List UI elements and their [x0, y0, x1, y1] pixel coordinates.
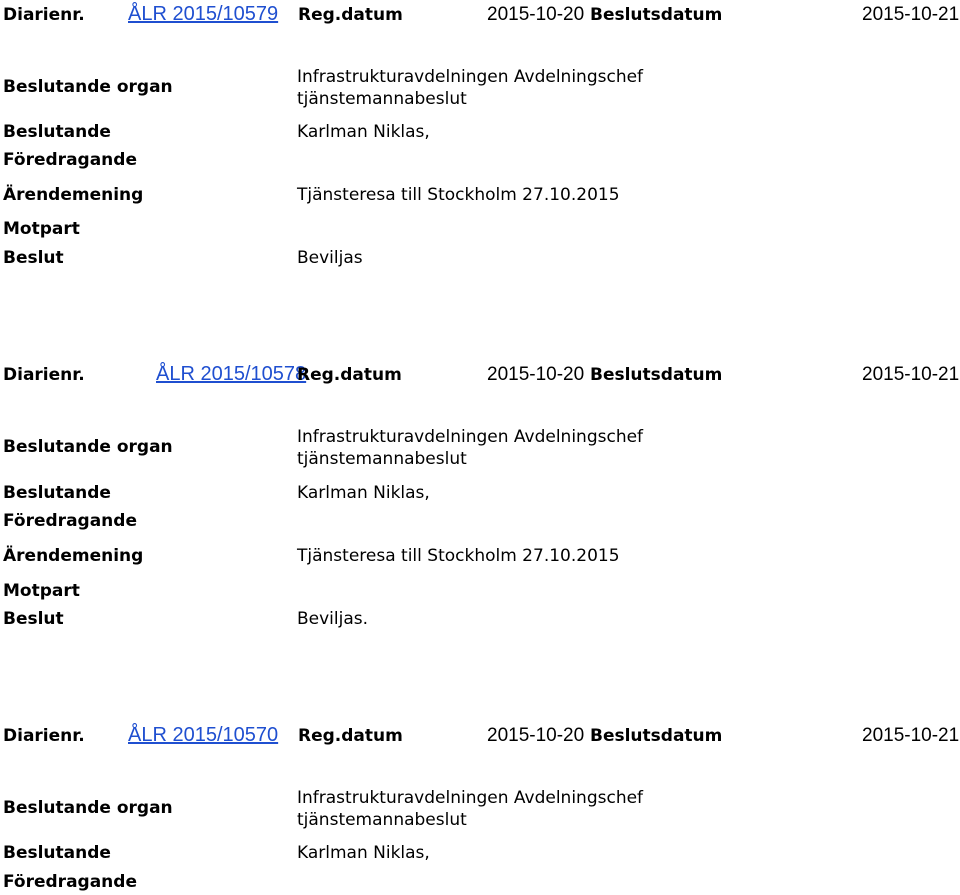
organ-line1: Infrastrukturavdelningen Avdelningschef — [297, 788, 644, 808]
beslutsdatum-value: 2015-10-21 — [862, 364, 960, 385]
regdatum-label: Reg.datum — [298, 5, 403, 25]
motpart-label: Motpart — [3, 219, 80, 239]
diarienr-link[interactable]: ÅLR 2015/10578 — [156, 363, 307, 385]
organ-line1: Infrastrukturavdelningen Avdelningschef — [297, 427, 644, 447]
regdatum-value: 2015-10-20 — [487, 4, 585, 25]
organ-line1: Infrastrukturavdelningen Avdelningschef — [297, 67, 644, 87]
beslutande-label: Beslutande — [3, 843, 111, 863]
beslut-value: Beviljas. — [297, 609, 369, 629]
arendemening-label: Ärendemening — [3, 185, 144, 205]
beslutsdatum-label: Beslutsdatum — [590, 365, 723, 385]
arendemening-label: Ärendemening — [3, 546, 144, 566]
diarienr-label: Diarienr. — [3, 365, 85, 385]
beslut-label: Beslut — [3, 609, 64, 629]
foredragande-label: Föredragande — [3, 150, 137, 170]
beslutsdatum-value: 2015-10-21 — [862, 725, 960, 746]
beslutande-value: Karlman Niklas, — [297, 122, 430, 142]
beslutande-organ-label: Beslutande organ — [3, 437, 173, 457]
arendemening-value: Tjänsteresa till Stockholm 27.10.2015 — [297, 185, 620, 205]
beslut-value: Beviljas — [297, 248, 363, 268]
regdatum-label: Reg.datum — [297, 365, 402, 385]
beslutsdatum-label: Beslutsdatum — [590, 5, 723, 25]
regdatum-value: 2015-10-20 — [487, 364, 585, 385]
organ-line2: tjänstemannabeslut — [297, 89, 467, 109]
beslutande-value: Karlman Niklas, — [297, 843, 430, 863]
diarienr-label: Diarienr. — [3, 726, 85, 746]
beslutande-organ-label: Beslutande organ — [3, 798, 173, 818]
beslutande-value: Karlman Niklas, — [297, 483, 430, 503]
diarienr-link[interactable]: ÅLR 2015/10579 — [128, 3, 279, 25]
regdatum-value: 2015-10-20 — [487, 725, 585, 746]
beslutande-label: Beslutande — [3, 122, 111, 142]
beslutande-organ-label: Beslutande organ — [3, 77, 173, 97]
beslut-label: Beslut — [3, 248, 64, 268]
diarienr-label: Diarienr. — [3, 5, 85, 25]
diarienr-link[interactable]: ÅLR 2015/10570 — [128, 724, 279, 746]
organ-line2: tjänstemannabeslut — [297, 810, 467, 830]
foredragande-label: Föredragande — [3, 511, 137, 531]
arendemening-value: Tjänsteresa till Stockholm 27.10.2015 — [297, 546, 620, 566]
beslutsdatum-label: Beslutsdatum — [590, 726, 723, 746]
organ-line2: tjänstemannabeslut — [297, 449, 467, 469]
beslutsdatum-value: 2015-10-21 — [862, 4, 960, 25]
regdatum-label: Reg.datum — [298, 726, 403, 746]
beslutande-label: Beslutande — [3, 483, 111, 503]
motpart-label: Motpart — [3, 581, 80, 601]
foredragande-label: Föredragande — [3, 872, 137, 892]
